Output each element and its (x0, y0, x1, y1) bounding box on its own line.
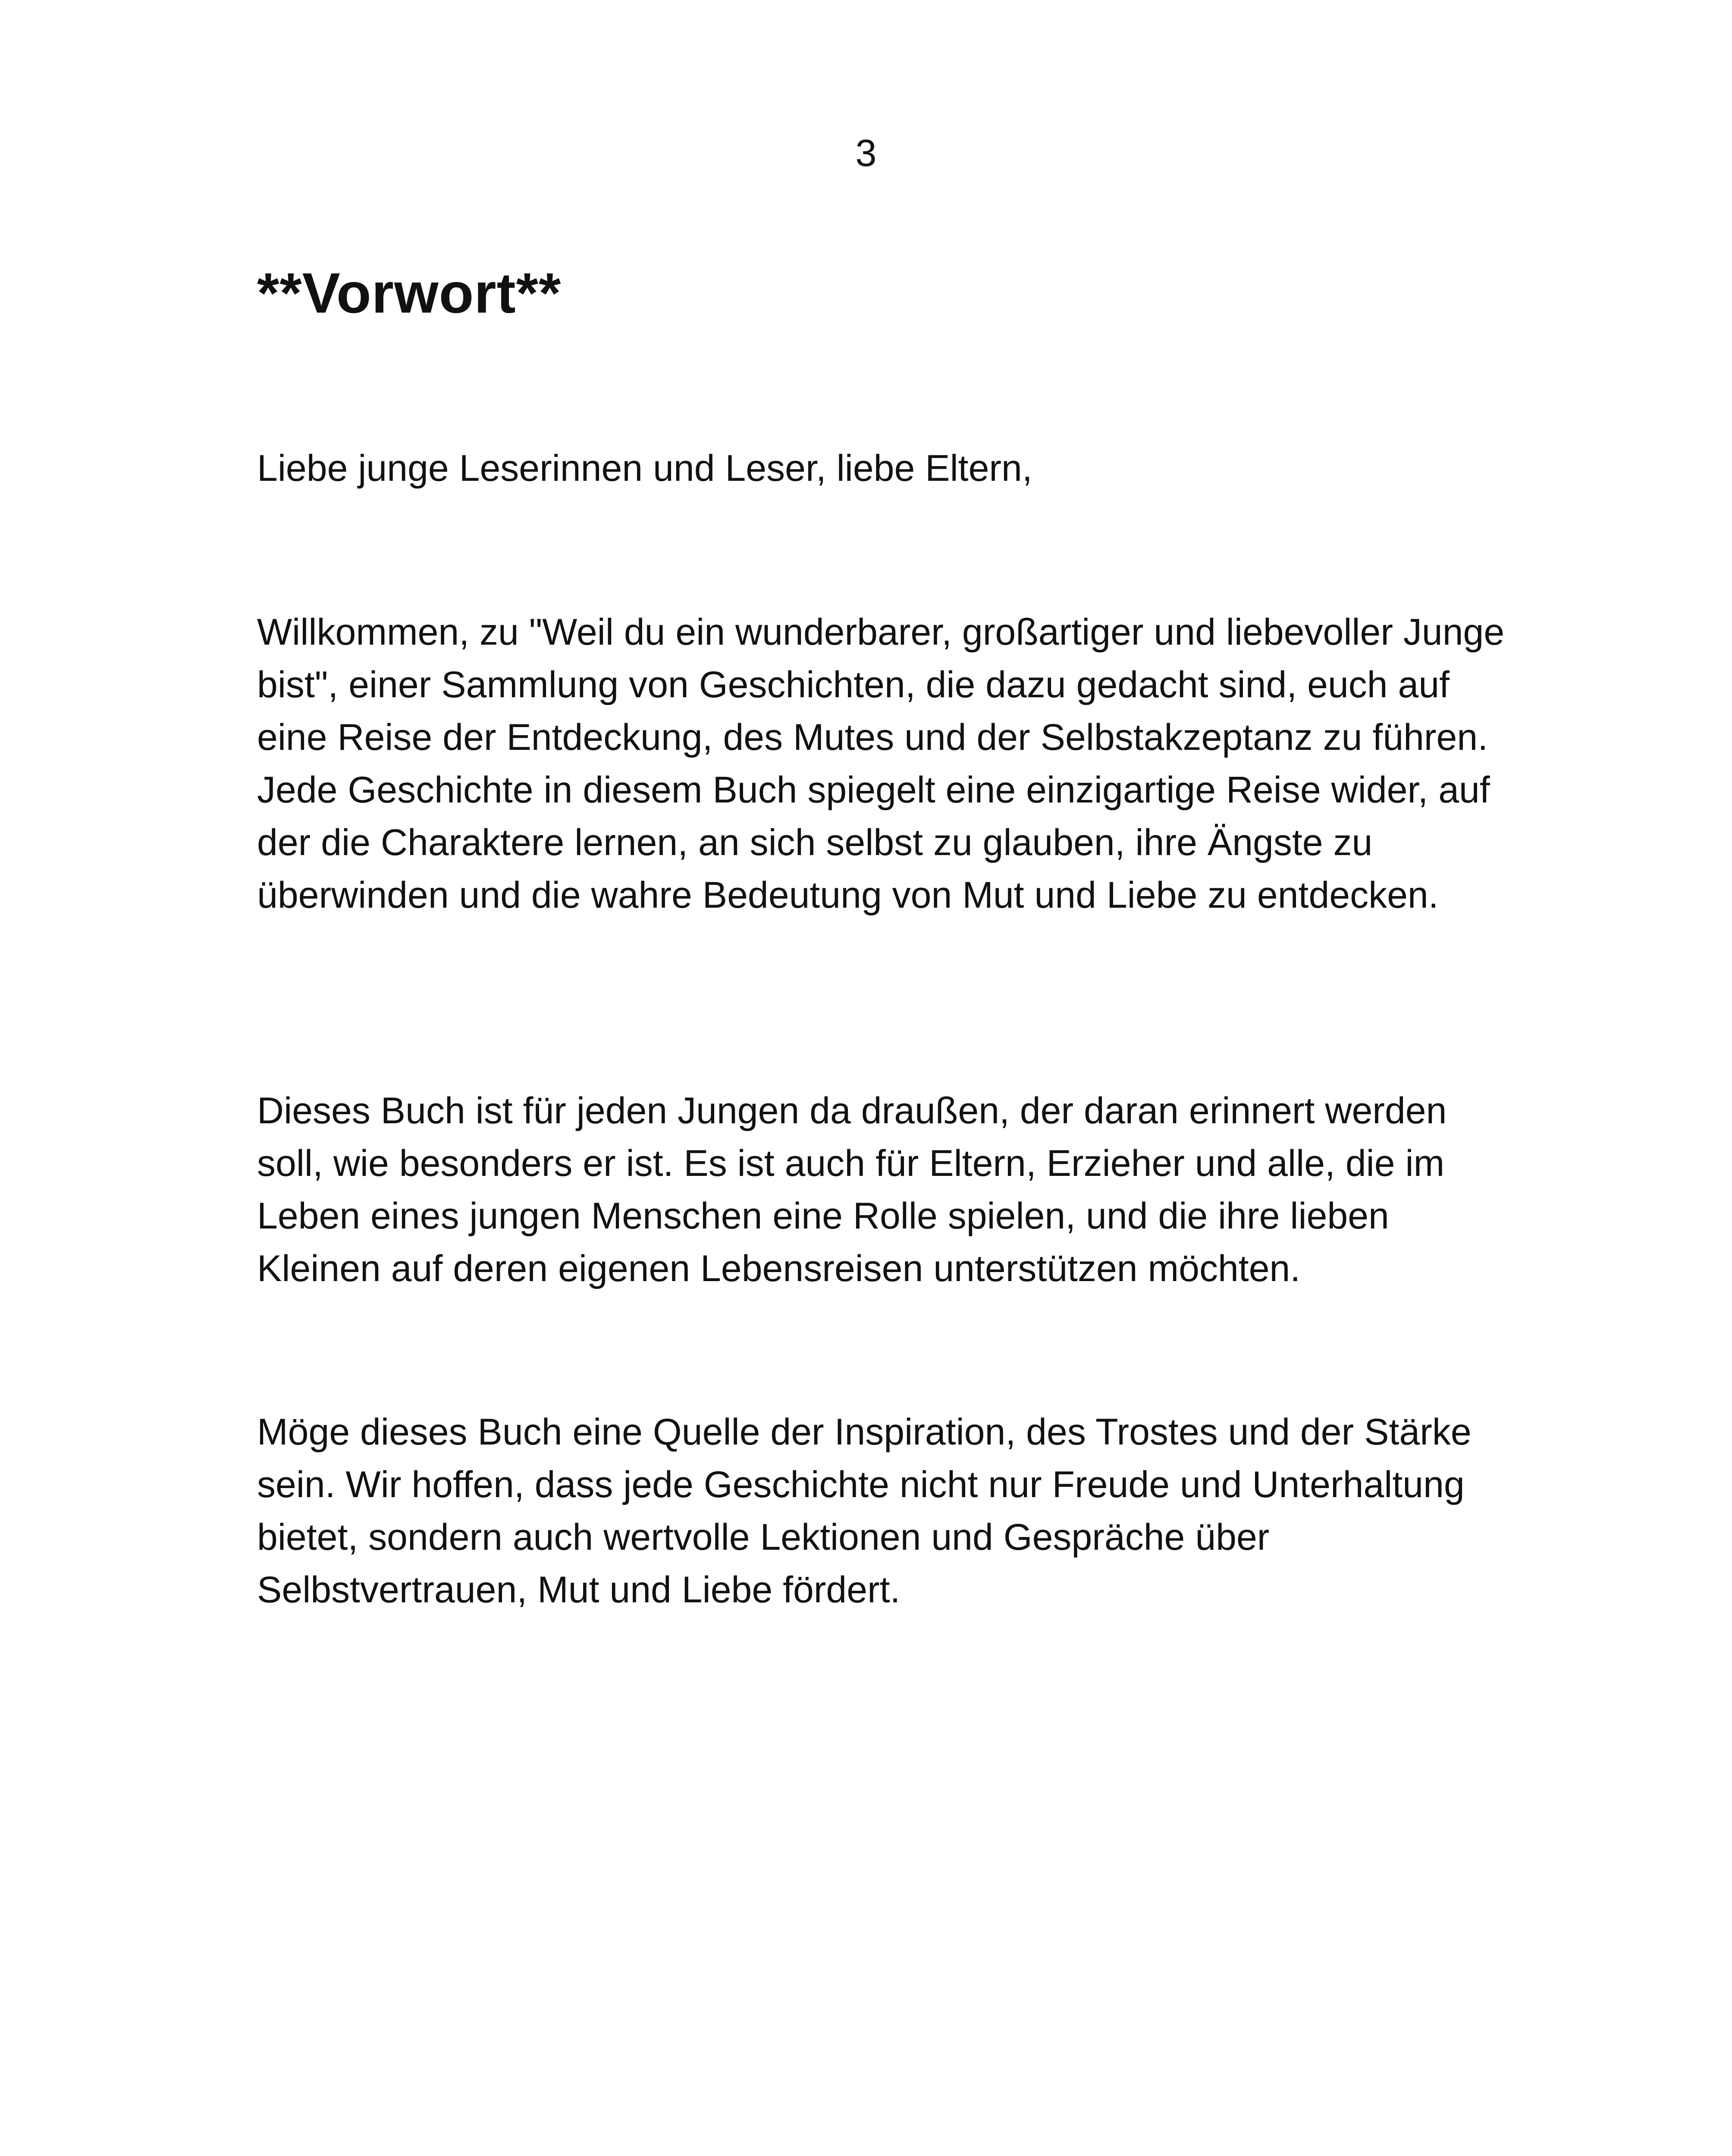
page-title: **Vorwort** (257, 261, 562, 325)
greeting-paragraph: Liebe junge Leserinnen und Leser, liebe Eltern, (257, 448, 1032, 489)
wish-paragraph: Möge dieses Buch eine Quelle der Inspiration, des Trostes und der Stärke sein. Wir hoffen, dass jede Geschichte nicht nur Freude und Unterhaltung bietet, sondern auch wertvolle Lektionen und Gespräche über Selbstvertrauen, Mut und Liebe fördert. (257, 1411, 1472, 1611)
audience-paragraph: Dieses Buch ist für jeden Jungen da draußen, der daran erinnert werden soll, wie besonders er ist. Es ist auch für Eltern, Erzieher und alle, die im Leben eines jungen Menschen eine Rolle spielen, und die ihre lieben Kleinen auf deren eigenen Lebensreisen unterstützen möchten. (257, 1090, 1447, 1289)
page-number: 3 (855, 132, 877, 174)
welcome-paragraph: Willkommen, zu "Weil du ein wunderbarer, großartiger und liebevoller Junge bist", einer Sammlung von Geschichten, die dazu gedacht sind, euch auf eine Reise der Entdeckung, des Mutes und der Selbstakzeptanz zu führen. Jede Geschichte in diesem Buch spiegelt eine einzigartige Reise wider, auf der die Charaktere lernen, an sich selbst zu glauben, ihre Ängste zu überwinden und die wahre Bedeutung von Mut und Liebe zu entdecken. (257, 611, 1505, 916)
